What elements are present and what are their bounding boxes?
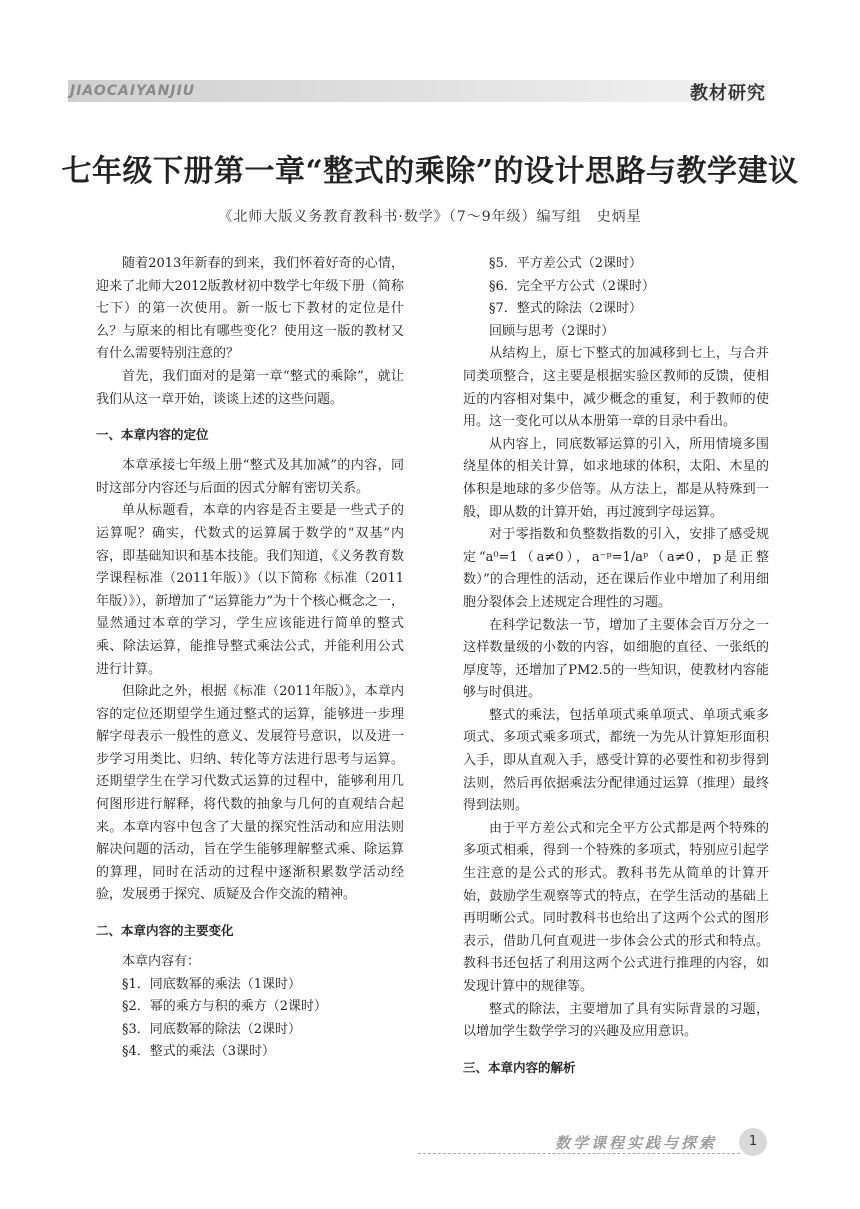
paragraph: 从结构上，原七下整式的加减移到七上，与合并同类项整合，这主要是根据实验区教师的反馈，使相近的内容相对集中，减少概念的重复，利于教师的使用。这一变化可以从本册第一章的目录中看出。 — [463, 346, 769, 430]
list-item: §4．整式的乘法（3课时） — [122, 1044, 276, 1060]
footer-journal-name: 数学课程实践与探索 — [555, 1134, 718, 1152]
list-item: §5．平方差公式（2课时） — [489, 256, 643, 271]
list-item: §3．同底数幂的除法（2课时） — [122, 1021, 302, 1037]
left-column — [96, 253, 404, 1064]
paragraph: 本章承接七年级上册“整式及其加减”的内容，同时这部分内容还与后面的因式分解有密切关系。 — [96, 458, 404, 496]
paragraph: 对于零指数和负整数指数的引入，安排了感受规定“a⁰=1（a≠0），a⁻ᵖ=1/aᵖ（a≠0，p是正整数）”的合理性的活动，还在课后作业中增加了利用细胞分裂体会上述规定合理性的习题。 — [463, 527, 769, 610]
footer-divider — [418, 1153, 740, 1154]
section-heading: 一、本章内容的定位 — [96, 427, 209, 443]
list-item: §1．同底数幂的乘法（1课时） — [122, 976, 302, 992]
article-title: 七年级下册第一章“整式的乘除”的设计思路与教学建议 — [61, 154, 799, 189]
journal-english-name: JIAOCAIYANJIU — [70, 83, 196, 99]
right-column — [463, 253, 769, 1088]
section-label: 教材研究 — [690, 83, 766, 104]
paragraph: 随着2013年新春的到来，我们怀着好奇的心情，迎来了北师大2012版教材初中数学七年级下册（简称七下）的第一次使用。新一版七下教材的定位是什么？与原来的相比有哪些变化？使用这一版的教材又有什么需要特别注意的？ — [96, 256, 404, 362]
page-number: 1 — [739, 1128, 767, 1156]
list-item: 回顾与思考（2课时） — [489, 323, 615, 339]
paragraph: 整式的乘法，包括单项式乘单项式、单项式乘多项式、多项式乘多项式，都统一为先从计算矩形面积入手，即从直观入手，感受计算的必要性和初步得到法则，然后再依据乘法分配律通过运算（推理）最终得到法则。 — [463, 707, 769, 814]
paragraph: 但除此之外，根据《标准（2011年版）》，本章内容的定位还期望学生通过整式的运算，能够进一步理解字母表示一般性的意义、发展符号意识，以及进一步学习用类比、归纳、转化等方法进行思考与运算。还期望学生在学习代数式运算的过程中，能够利用几何图形进行解释，将代数的抽象与几何的直观结合起来。本章内容中包含了大量的探究性活动和应用法则解决问题的活动，旨在学生能够理解整式乘、除运算的算理，同时在活动的过程中逐渐积累数学活动经验，发展勇于探究、质疑及合作交流的精神。 — [96, 684, 404, 903]
section-heading: 三、本章内容的解析 — [463, 1059, 576, 1075]
paragraph: 由于平方差公式和完全平方公式都是两个特殊的多项式相乘，得到一个特殊的多项式，特别应引起学生注意的是公式的形式。教科书先从简单的计算开始，鼓励学生观察等式的特点，在学生活动的基础上再明晰公式。同时教科书也给出了这两个公式的图形表示，借助几何直观进一步体会公式的形式和特点。教科书还包括了利用这两个公式进行推理的内容，如发现计算中的规律等。 — [463, 820, 769, 994]
list-item: §2．幂的乘方与积的乘方（2课时） — [122, 999, 328, 1015]
list-item: §7．整式的除法（2课时） — [489, 301, 643, 317]
list-item: §6．完全平方公式（2课时） — [489, 278, 656, 294]
paragraph: 整式的除法，主要增加了具有实际背景的习题，以增加学生数学学习的兴趣及应用意识。 — [463, 1001, 769, 1040]
paragraph: 首先，我们面对的是第一章“整式的乘除”，就让我们从这一章开始，谈谈上述的这些问题。 — [96, 368, 404, 407]
paragraph: 在科学记数法一节，增加了主要体会百万分之一这样数量级的小数的内容，如细胞的直径、一张纸的厚度等，还增加了PM2.5的一些知识，使教材内容能够与时俱进。 — [463, 617, 769, 701]
article-byline: 《北师大版义务教育教科书·数学》（7～9年级）编写组 史炳星 — [218, 209, 642, 225]
paragraph: 本章内容有： — [122, 954, 201, 970]
paragraph: 从内容上，同底数幂运算的引入，所用情境多围绕星体的相关计算，如求地球的体积，太阳、木星的体积是地球的多少倍等。从方法上，都是从特殊到一般，即从数的计算开始，再过渡到字母运算。 — [463, 436, 769, 520]
section-heading: 二、本章内容的主要变化 — [96, 923, 234, 939]
paragraph: 单从标题看，本章的内容是否主要是一些式子的运算呢？确实，代数式的运算属于数学的“双基”内容，即基础知识和基本技能。我们知道，《义务教育数学课程标准（2011年版）》（以下简称《标准（2011年版）》），新增加了“运算能力”为十个核心概念之一，显然通过本章的学习，学生应该能进行简单的整式乘、除法运算，能推导整式乘法公式，并能利用公式进行计算。 — [96, 503, 404, 677]
